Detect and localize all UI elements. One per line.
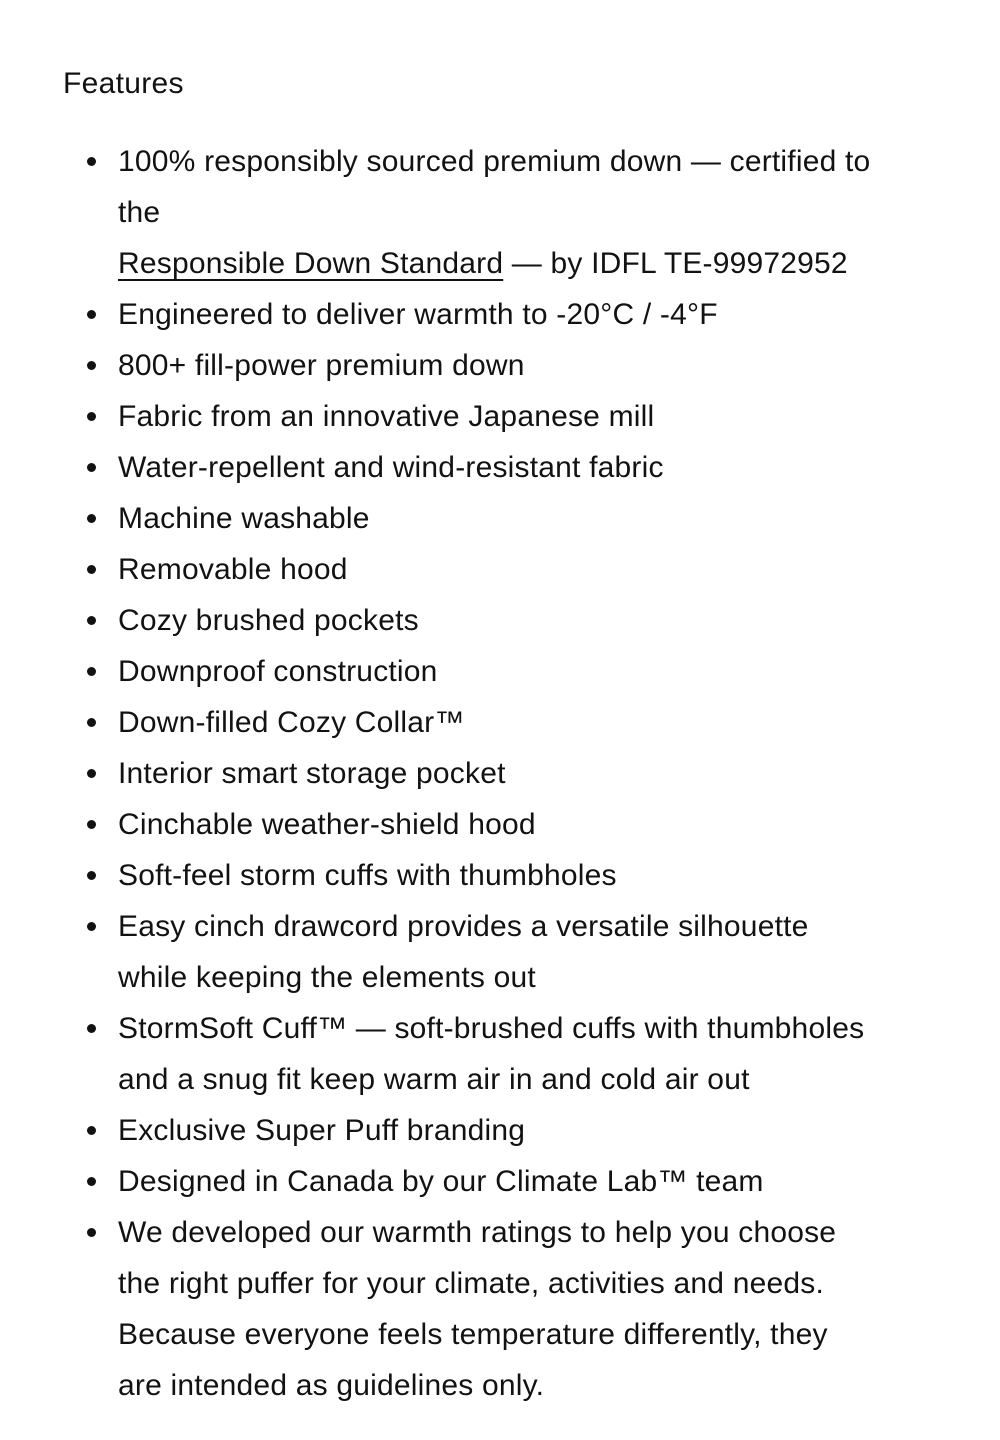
feature-item [63, 595, 940, 646]
feature-item [63, 1156, 940, 1207]
feature-line: while keeping the elements out [118, 961, 536, 994]
feature-line: StormSoft Cuff™ — soft-brushed cuffs with thumbholes [118, 1012, 865, 1045]
feature-line: Water-repellent and wind-resistant fabric [118, 451, 664, 484]
feature-item [63, 391, 940, 442]
feature-line: We developed our warmth ratings to help you choose [118, 1216, 837, 1249]
feature-line: the right puffer for your climate, activities and needs. [118, 1267, 825, 1300]
feature-line: Easy cinch drawcord provides a versatile silhouette [118, 910, 809, 943]
feature-line: Cozy brushed pockets [118, 604, 419, 637]
feature-line: Soft-feel storm cuffs with thumbholes [118, 859, 617, 892]
feature-item [63, 493, 940, 544]
feature-line: Downproof construction [118, 655, 438, 688]
feature-line: Machine washable [118, 502, 370, 535]
feature-line: Down-filled Cozy Collar™ [118, 706, 465, 739]
feature-item [63, 748, 940, 799]
feature-line: and a snug fit keep warm air in and cold air out [118, 1063, 750, 1096]
feature-line: Removable hood [118, 553, 348, 586]
feature-line: Cinchable weather-shield hood [118, 808, 536, 841]
feature-line: 100% responsibly sourced premium down — certified to [118, 145, 871, 178]
feature-line: Engineered to deliver warmth to -20°C / -4°F [118, 298, 718, 331]
feature-item [63, 1207, 940, 1411]
feature-item [63, 289, 940, 340]
feature-item [63, 340, 940, 391]
feature-item [63, 850, 940, 901]
feature-line: the [118, 196, 161, 229]
feature-line: Exclusive Super Puff branding [118, 1114, 526, 1147]
feature-line: Fabric from an innovative Japanese mill [118, 400, 655, 433]
feature-item [63, 697, 940, 748]
feature-line: are intended as guidelines only. [118, 1369, 545, 1402]
feature-item [63, 901, 940, 1003]
feature-item [63, 544, 940, 595]
feature-item [63, 1105, 940, 1156]
feature-line: Interior smart storage pocket [118, 757, 506, 790]
feature-item [63, 1003, 940, 1105]
feature-line: 800+ fill-power premium down [118, 349, 525, 382]
feature-line: Because everyone feels temperature differently, they [118, 1318, 828, 1351]
feature-link-line [118, 238, 940, 289]
feature-item [63, 136, 940, 289]
feature-item [63, 442, 940, 493]
features-heading: Features [63, 67, 184, 100]
feature-item [63, 799, 940, 850]
feature-line: Designed in Canada by our Climate Lab™ team [118, 1165, 764, 1198]
responsible-down-standard-link[interactable]: Responsible Down Standard [118, 247, 504, 280]
features-list [63, 136, 940, 1411]
feature-item [63, 646, 940, 697]
feature-link-after-text: — by IDFL TE-99972952 [503, 247, 848, 280]
